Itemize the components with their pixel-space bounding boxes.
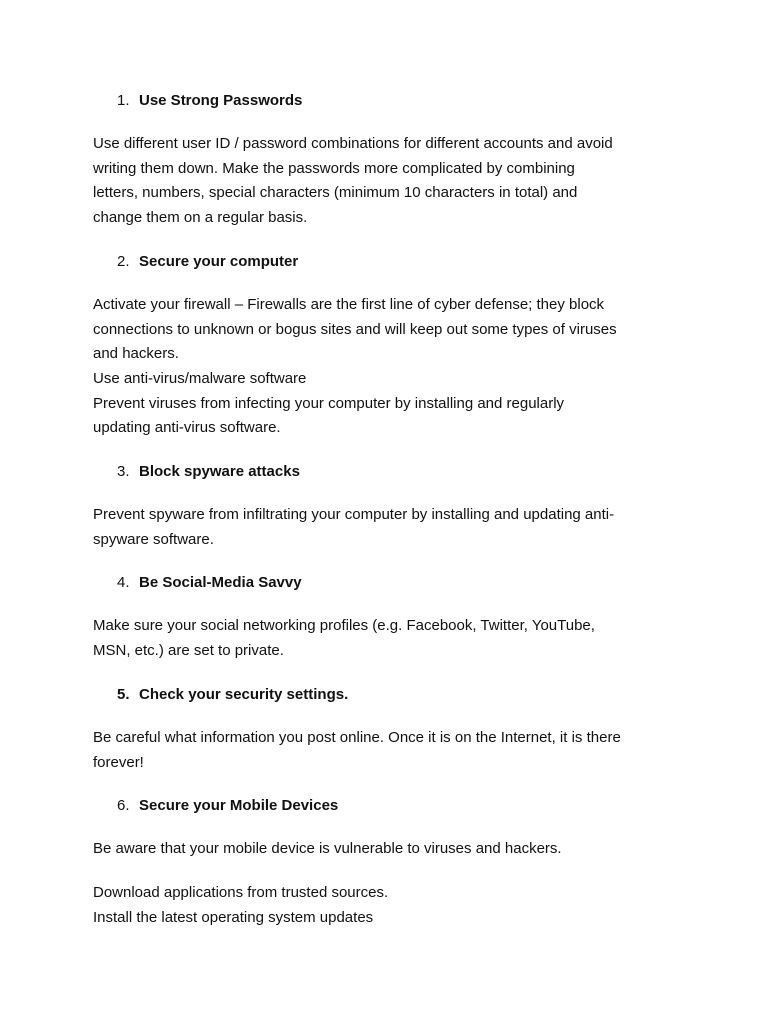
list-number-text: 4. [117,574,130,592]
list-number-text: 1. [117,92,130,109]
section-heading [93,460,685,484]
text-line: Be aware that your mobile device is vulnerable to viruses and hackers. [93,840,562,858]
section-title: Be Social-Media Savvy [139,574,302,592]
list-number [93,683,139,707]
section-title: Use Strong Passwords [139,92,303,109]
list-number [93,460,139,484]
list-number-text: 2. [117,252,130,270]
body-paragraph [93,132,685,231]
text-line: Activate your firewall – Firewalls are the first line of cyber defense; they block [93,295,605,313]
section-heading [93,89,685,113]
body-paragraph [93,293,685,441]
section-heading [93,571,685,595]
text-line: change them on a regular basis. [93,209,308,227]
text-line: Prevent viruses from infecting your computer by installing and regularly [93,394,565,412]
list-number [93,89,139,113]
document-body [93,89,685,949]
list-number-text: 5. [117,685,130,703]
list-number [93,571,139,595]
text-line: Make sure your social networking profiles (e.g. Facebook, Twitter, YouTube, [93,617,595,635]
list-number [93,250,139,274]
section-heading [93,683,685,707]
section-heading [93,794,685,818]
text-line: MSN, etc.) are set to private. [93,642,284,660]
text-line: Download applications from trusted sources. [93,883,389,901]
list-number-text: 6. [117,797,130,815]
text-line: Use different user ID / password combinations for different accounts and avoid [93,135,613,152]
body-paragraph [93,503,685,552]
body-paragraph [93,614,685,663]
text-line: spyware software. [93,530,214,548]
body-paragraph [93,837,685,862]
list-number [93,794,139,818]
section-title: Secure your computer [139,252,299,270]
text-line: letters, numbers, special characters (minimum 10 characters in total) and [93,184,578,202]
section-title: Secure your Mobile Devices [139,797,339,815]
section-title: Check your security settings. [139,685,349,703]
text-line: Install the latest operating system updates [93,908,374,926]
text-line: connections to unknown or bogus sites and will keep out some types of viruses [93,320,617,338]
text-line: Prevent spyware from infiltrating your computer by installing and updating anti- [93,506,615,524]
list-number-text: 3. [117,463,130,481]
text-line: Use anti-virus/malware software [93,369,307,387]
body-paragraph [93,881,685,930]
body-paragraph [93,726,685,775]
text-line: updating anti-virus software. [93,419,281,437]
text-line: forever! [93,753,144,771]
text-line: Be careful what information you post online. Once it is on the Internet, it is there [93,728,621,746]
text-line: writing them down. Make the passwords more complicated by combining [93,159,575,177]
text-line: and hackers. [93,345,179,363]
section-heading [93,250,685,274]
section-title: Block spyware attacks [139,463,300,481]
